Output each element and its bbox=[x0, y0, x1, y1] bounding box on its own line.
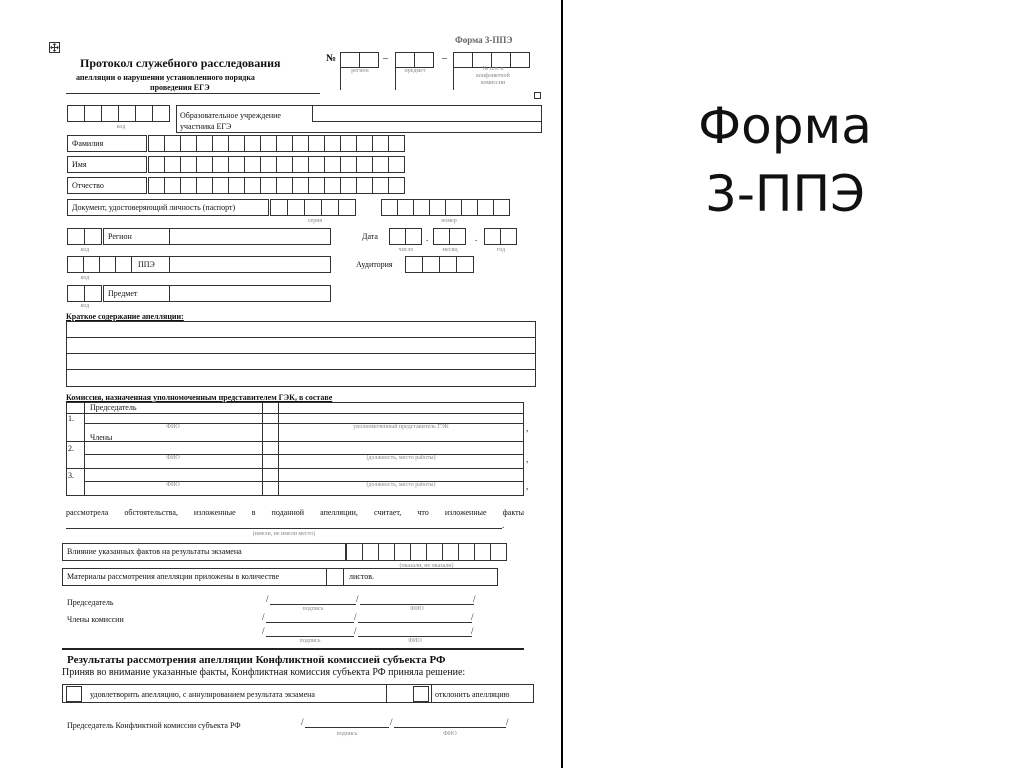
caption-month: месяц bbox=[442, 247, 458, 253]
caption-region-code: код bbox=[80, 247, 90, 253]
commission-label: Комиссия, назначенная уполномоченным представителем ГЭК, в составе bbox=[66, 393, 333, 402]
auditorium-cells[interactable] bbox=[405, 256, 474, 273]
summary-label: Краткое содержание апелляции: bbox=[66, 312, 184, 321]
summary-line-1 bbox=[66, 337, 536, 338]
sign-member-1-fio-line[interactable] bbox=[358, 622, 472, 623]
caption-ppe-code: код bbox=[80, 275, 90, 281]
sign-slash-5: / bbox=[354, 612, 357, 622]
name-label: Имя bbox=[72, 160, 87, 169]
slide-title bbox=[690, 92, 880, 228]
results-separator bbox=[62, 648, 524, 650]
region-name-divider bbox=[169, 228, 170, 245]
row-3-number: 3. bbox=[68, 471, 74, 480]
sheets-label: листов. bbox=[349, 572, 374, 581]
comma-1: , bbox=[526, 423, 529, 433]
institution-label-2: участника ЕГЭ bbox=[180, 122, 232, 131]
form-title: Протокол служебного расследования bbox=[80, 56, 281, 70]
sign-slash-8: / bbox=[354, 626, 357, 636]
sign-slash-9: / bbox=[471, 626, 474, 636]
sign-slash-4: / bbox=[262, 612, 265, 622]
caption-sign-fio-1: ФИО bbox=[410, 606, 424, 612]
region-cells[interactable] bbox=[67, 228, 102, 245]
materials-count-field[interactable] bbox=[326, 568, 344, 586]
considered-dot: . bbox=[502, 520, 505, 530]
caption-number-2: конфликтной bbox=[476, 73, 510, 79]
date-dot-1: . bbox=[426, 233, 429, 243]
form-subtitle-1: апелляции о нарушении установленного порядка bbox=[76, 73, 255, 82]
option-reject-label: отклонить апелляцию bbox=[435, 690, 510, 699]
commission-row-a bbox=[66, 413, 524, 414]
move-handle-icon[interactable] bbox=[49, 42, 60, 53]
caption-took-place: (имели, не имели место) bbox=[252, 531, 316, 537]
dash-1: – bbox=[383, 53, 388, 64]
caption-fio-3: ФИО bbox=[166, 482, 180, 488]
row-2-number: 2. bbox=[68, 444, 74, 453]
sign-member-1-signature-line[interactable] bbox=[266, 622, 354, 623]
caption-fio-1: ФИО bbox=[166, 424, 180, 430]
header-rule bbox=[66, 93, 320, 94]
surname-cells[interactable] bbox=[148, 135, 405, 152]
number-sign: № bbox=[326, 53, 337, 64]
kk-signature-line[interactable] bbox=[305, 727, 389, 728]
date-year-cells[interactable] bbox=[484, 228, 517, 245]
comma-3: , bbox=[526, 481, 529, 491]
comma-2: , bbox=[526, 454, 529, 464]
sign-members-label: Члены комиссии bbox=[67, 615, 124, 624]
caption-kk-fio: ФИО bbox=[443, 731, 457, 737]
caption-kk-signature: подпись bbox=[336, 731, 358, 737]
caption-series: серия bbox=[307, 218, 323, 224]
results-text: Приняв во внимание указанные факты, Конфликтная комиссия субъекта РФ приняла решение: bbox=[62, 667, 466, 678]
caption-year: год bbox=[496, 247, 506, 253]
caption-position-1: (должность, место работы) bbox=[366, 455, 436, 461]
ppe-name-field[interactable] bbox=[131, 256, 331, 273]
passport-series-cells[interactable] bbox=[270, 199, 356, 216]
caption-gek-rep: уполномоченный представитель ГЭК bbox=[353, 424, 449, 430]
summary-line-3 bbox=[66, 369, 536, 370]
caption-docnumber: номер bbox=[441, 218, 457, 224]
sign-slash-6: / bbox=[471, 612, 474, 622]
institution-code-cells[interactable] bbox=[67, 105, 170, 122]
members-label: Члены bbox=[90, 433, 113, 442]
sign-member-2-fio-line[interactable] bbox=[358, 636, 472, 637]
caption-subject: предмет bbox=[404, 68, 426, 74]
slide-divider bbox=[561, 0, 563, 768]
chairman-label: Председатель bbox=[90, 403, 137, 412]
resize-handle-icon[interactable] bbox=[534, 92, 541, 99]
influence-cells[interactable] bbox=[346, 543, 507, 561]
considered-line[interactable] bbox=[66, 528, 502, 529]
sign-slash-7: / bbox=[262, 626, 265, 636]
date-month-cells[interactable] bbox=[433, 228, 466, 245]
caption-region: регион bbox=[351, 68, 369, 74]
reject-checkbox[interactable] bbox=[413, 686, 429, 702]
caption-number-1: № п.п. в bbox=[482, 66, 504, 72]
caption-fio-2: ФИО bbox=[166, 455, 180, 461]
sign-slash-2: / bbox=[356, 594, 359, 604]
sign-chairman-fio-line[interactable] bbox=[360, 604, 474, 605]
surname-label: Фамилия bbox=[72, 139, 104, 148]
sign-slash-1: / bbox=[266, 594, 269, 604]
auditorium-label: Аудитория bbox=[356, 260, 393, 269]
date-day-cells[interactable] bbox=[389, 228, 422, 245]
ppe-label: ППЭ bbox=[138, 260, 155, 269]
subject-code-cells[interactable] bbox=[395, 52, 434, 68]
subject-label: Предмет bbox=[108, 289, 138, 298]
dash-2: – bbox=[442, 53, 447, 64]
form-subtitle-2: проведения ЕГЭ bbox=[150, 83, 210, 92]
date-dot-2: . bbox=[475, 233, 478, 243]
ppe-name-divider bbox=[169, 256, 170, 273]
caption-number-3: комиссии bbox=[480, 80, 506, 86]
kk-slash-3: / bbox=[506, 717, 509, 727]
region-name-field[interactable] bbox=[103, 228, 331, 245]
caption-signature-1: подпись bbox=[302, 606, 324, 612]
sign-chairman-signature-line[interactable] bbox=[270, 604, 356, 605]
summary-line-2 bbox=[66, 353, 536, 354]
row-1-number: 1. bbox=[68, 414, 74, 423]
materials-label: Материалы рассмотрения апелляции приложены в количестве bbox=[67, 572, 280, 581]
decision-divider-2 bbox=[431, 684, 432, 703]
institution-name-field[interactable] bbox=[312, 105, 542, 122]
commission-row-c bbox=[66, 441, 524, 442]
name-cells[interactable] bbox=[148, 156, 405, 173]
kk-chairman-label: Председатель Конфликтной комиссии субъекта РФ bbox=[67, 721, 241, 730]
slide-title-line-1: Форма bbox=[698, 97, 872, 155]
kk-fio-line[interactable] bbox=[394, 727, 506, 728]
decision-divider-1 bbox=[386, 684, 387, 703]
form-code: Форма 3-ППЭ bbox=[455, 35, 513, 45]
caption-institution-code: код bbox=[116, 124, 126, 130]
satisfy-checkbox[interactable] bbox=[66, 686, 82, 702]
caption-position-2: (должность, место работы) bbox=[366, 482, 436, 488]
slide-title-line-2: 3-ППЭ bbox=[705, 165, 865, 223]
influence-label: Влияние указанных фактов на результаты экзамена bbox=[67, 547, 242, 556]
document-label: Документ, удостоверяющий личность (паспорт) bbox=[72, 203, 236, 212]
sign-member-2-signature-line[interactable] bbox=[266, 636, 354, 637]
caption-subject-code: код bbox=[80, 303, 90, 309]
subject-name-divider bbox=[169, 285, 170, 302]
region-label: Регион bbox=[108, 232, 132, 241]
subject-cells[interactable] bbox=[67, 285, 102, 302]
results-title: Результаты рассмотрения апелляции Конфликтной комиссией субъекта РФ bbox=[67, 654, 446, 666]
caption-signature-2: подпись bbox=[299, 638, 321, 644]
caption-influence: (оказали, не оказали) bbox=[399, 563, 454, 569]
patronymic-label: Отчество bbox=[72, 181, 104, 190]
kk-slash-1: / bbox=[301, 717, 304, 727]
region-code-cells[interactable] bbox=[340, 52, 379, 68]
institution-label-1: Образовательное учреждение bbox=[180, 111, 281, 120]
ppe-code-cells[interactable] bbox=[67, 256, 132, 273]
patronymic-cells[interactable] bbox=[148, 177, 405, 194]
passport-number-cells[interactable] bbox=[381, 199, 510, 216]
summary-field[interactable] bbox=[66, 321, 536, 387]
caption-day: число bbox=[398, 247, 414, 253]
commission-row-e bbox=[66, 468, 524, 469]
date-label: Дата bbox=[362, 232, 378, 241]
option-satisfy-label: удовлетворить апелляцию, с аннулированием результата экзамена bbox=[90, 690, 315, 699]
caption-sign-fio-2: ФИО bbox=[408, 638, 422, 644]
kk-slash-2: / bbox=[390, 717, 393, 727]
sign-chairman-label: Председатель bbox=[67, 598, 114, 607]
sign-slash-3: / bbox=[473, 594, 476, 604]
considered-text: рассмотрела обстоятельства, изложенные в поданной апелляции, считает, что изложенные факты bbox=[66, 508, 524, 517]
